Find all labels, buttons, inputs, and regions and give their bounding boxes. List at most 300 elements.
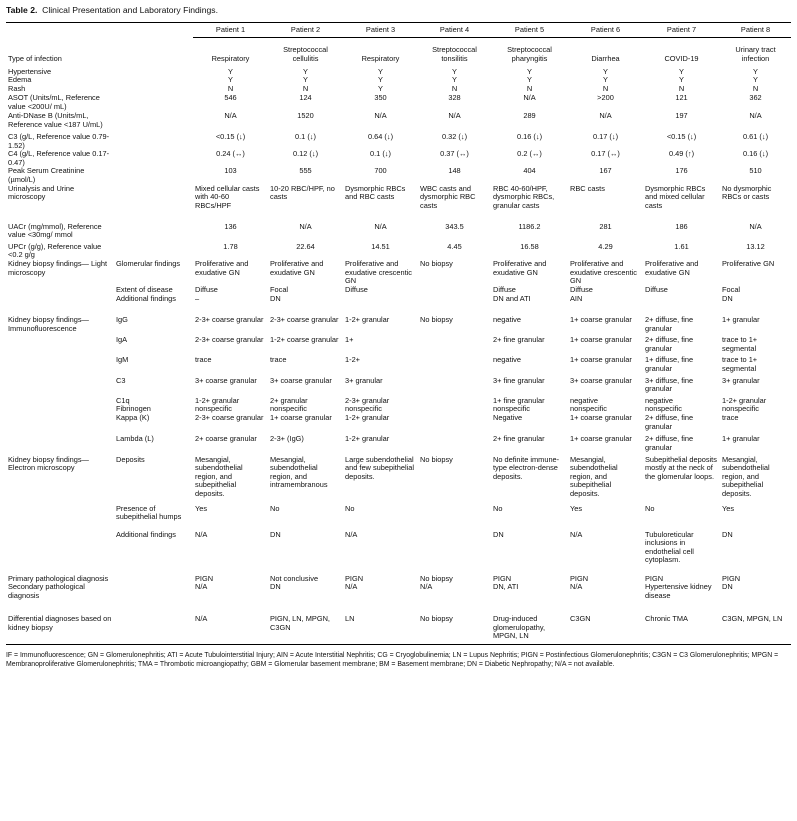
cell-patient-2: DN — [270, 295, 281, 304]
cell-patient-3 — [343, 295, 418, 313]
cell-patient-3: Large subendothelial and few subepithelial deposits. — [345, 454, 415, 481]
cell-patient-2: 124 — [299, 94, 312, 103]
cell-patient-7: Hypertensive kidney disease — [645, 583, 712, 600]
cell-patient-4 — [418, 286, 491, 295]
cell-patient-2: Proliferative and exudative GN — [270, 260, 324, 277]
cell-patient-3: N/A — [345, 529, 358, 539]
table-row — [6, 353, 791, 373]
cell-patient-5: Streptococcal pharyngitis — [507, 45, 552, 63]
cell-patient-1: Y — [228, 76, 233, 85]
cell-patient-8: 1-2+ granular — [722, 395, 767, 405]
cell-patient-1: N/A — [195, 583, 208, 592]
table-row — [6, 499, 791, 525]
row-label — [6, 286, 114, 295]
cell-patient-3: Y — [378, 85, 383, 94]
row-sublabel: Additional findings — [116, 529, 176, 539]
row-label: Kidney biopsy findings— Light microscopy — [8, 260, 108, 277]
cell-patient-7: N — [678, 85, 685, 94]
cell-patient-3: 0.64 (↓) — [367, 132, 394, 142]
cell-patient-2: 1520 — [297, 112, 314, 121]
row-label: ASOT (Units/mL, Reference value <200U/ mL) — [8, 94, 100, 111]
header-patient-1: Patient 1 — [193, 23, 268, 38]
cell-patient-6: N/A — [570, 529, 583, 539]
cell-patient-5: Y — [527, 76, 532, 85]
cell-patient-7: 2+ diffuse, fine granular — [645, 335, 694, 353]
cell-patient-2: N — [302, 85, 309, 94]
table-row — [6, 85, 791, 94]
cell-patient-6: Diarrhea — [591, 53, 620, 63]
table-row — [6, 432, 791, 452]
cell-patient-7: PIGN — [645, 573, 664, 583]
table-row — [6, 374, 791, 394]
header-patient-6: Patient 6 — [568, 23, 643, 38]
cell-patient-7: Chronic TMA — [643, 609, 720, 644]
header-patient-8: Patient 8 — [720, 23, 791, 38]
cell-patient-3: 700 — [374, 167, 387, 176]
cell-patient-6: 1+ coarse granular — [570, 355, 632, 365]
cell-patient-3: Diffuse — [345, 286, 368, 295]
cell-patient-3: Proliferative and exudative crescentic GN — [345, 260, 412, 286]
table-row — [6, 414, 791, 432]
row-label: Peak Serum Creatinine (µmol/L) — [8, 167, 85, 185]
row-label: Urinalysis and Urine microscopy — [8, 184, 75, 202]
cell-patient-4: No biopsy — [420, 573, 453, 583]
table-row — [6, 38, 791, 64]
row-sublabel — [114, 185, 193, 220]
header-row — [6, 23, 791, 38]
row-label: Anti-DNase B (Units/mL, Reference value <187 U/mL) — [8, 112, 103, 129]
cell-patient-4: 0.37 (↔) — [440, 150, 469, 159]
header-patient-7: Patient 7 — [643, 23, 720, 38]
row-label: C4 (g/L, Reference value 0.17-0.47) — [8, 150, 110, 167]
row-sublabel: C1q — [116, 395, 130, 405]
row-sublabel: Presence of subepithelial humps — [116, 503, 182, 522]
cell-patient-8: N/A — [749, 221, 762, 231]
cell-patient-2: 2+ granular — [270, 395, 308, 405]
row-sublabel: Additional findings — [116, 295, 176, 304]
cell-patient-7: 2+ diffuse, fine granular — [645, 315, 694, 333]
cell-patient-8: trace — [722, 414, 739, 423]
cell-patient-2: 1-2+ coarse granular — [270, 335, 339, 345]
header-blank-sub — [114, 23, 193, 38]
cell-patient-5: negative — [493, 355, 521, 365]
footnote: IF = Immunofluorescence; GN = Glomerulonephritis; ATI = Acute Tubulointerstitial Injury; AIN = Acute Interstitial Nephritis; CG = Cryoglobulinemia; LN = Lupus Nephritis; PIGN = Postinfectious Glomerulonephritis; C3GN = C3 Glomerulonephritis; MPGN = Membranoproliferative Glomerulonephritis; TMA = Thrombotic microangiopathy; GBM = Glomerular basement membrane; BM = Basement membrane; DN = Diabetic Nephropathy; N/A = not available. — [6, 651, 779, 669]
cell-patient-8: N/A — [749, 112, 762, 121]
cell-patient-5: negative — [493, 315, 521, 325]
row-label: Secondary pathological diagnosis — [8, 583, 85, 600]
cell-patient-7: 197 — [675, 112, 688, 121]
cell-patient-5: 2+ fine granular — [493, 335, 545, 345]
cell-patient-6: PIGN — [570, 573, 589, 583]
cell-patient-2: 22.64 — [296, 241, 315, 251]
row-label — [6, 374, 114, 394]
cell-patient-8: DN — [722, 583, 733, 592]
row-sublabel — [114, 220, 193, 240]
cell-patient-2: 2-3+ (IgG) — [270, 434, 304, 444]
cell-patient-8: Urinary tract infection — [735, 45, 776, 63]
cell-patient-6: AIN — [570, 295, 583, 304]
cell-patient-6: Diffuse — [570, 286, 593, 295]
cell-patient-3: N/A — [374, 112, 387, 121]
table-row — [6, 525, 791, 569]
cell-patient-5: RBC 40-60/HPF, dysmorphic RBCs, granular casts — [493, 184, 555, 210]
table-row — [6, 286, 791, 295]
cell-patient-6: C3GN — [568, 609, 643, 644]
table-caption: Clinical Presentation and Laboratory Findings. — [42, 5, 218, 15]
cell-patient-3: Respiratory — [361, 53, 400, 63]
row-label: UPCr (g/g), Reference value <0.2 g/g — [8, 241, 102, 260]
cell-patient-2: 555 — [299, 167, 312, 176]
row-sublabel: Deposits — [116, 454, 145, 464]
table-row — [6, 130, 791, 150]
cell-patient-3: Dysmorphic RBCs and RBC casts — [345, 184, 406, 202]
cell-patient-2: 1+ coarse granular — [270, 414, 332, 423]
cell-patient-8: nonspecific — [722, 405, 759, 414]
cell-patient-4: 148 — [448, 167, 461, 176]
cell-patient-6: Proliferative and exudative crescentic GN — [570, 260, 637, 286]
cell-patient-1: trace — [195, 355, 212, 365]
cell-patient-2: Focal — [270, 286, 289, 295]
cell-patient-2: Streptococcal cellulitis — [283, 45, 328, 63]
cell-patient-5: Negative — [493, 414, 523, 423]
cell-patient-4 — [418, 414, 491, 432]
cell-patient-5: Proliferative and exudative GN — [493, 260, 547, 277]
table-row — [6, 260, 791, 286]
cell-patient-7: 186 — [675, 221, 688, 231]
row-sublabel: C3 — [116, 375, 126, 385]
cell-patient-8: Y — [753, 76, 758, 85]
cell-patient-3: N/A — [374, 221, 387, 231]
cell-patient-3: nonspecific — [345, 405, 382, 414]
cell-patient-7: negative — [645, 395, 673, 405]
row-sublabel: IgG — [116, 315, 128, 325]
cell-patient-4: Y — [452, 66, 457, 76]
row-label — [6, 525, 114, 569]
table-row — [6, 64, 791, 77]
cell-patient-8: Proliferative GN — [722, 260, 775, 269]
row-sublabel: Extent of disease — [116, 286, 173, 295]
cell-patient-7: Diffuse — [645, 286, 668, 295]
cell-patient-5: 3+ fine granular — [493, 375, 545, 385]
header-patient-2: Patient 2 — [268, 23, 343, 38]
cell-patient-3: 2-3+ granular — [345, 395, 390, 405]
cell-patient-7: 1.61 — [674, 241, 689, 251]
cell-patient-6: N/A — [599, 112, 612, 121]
cell-patient-7: 3+ diffuse, fine granular — [645, 375, 694, 394]
cell-patient-1: N/A — [193, 609, 268, 644]
cell-patient-6: 0.17 (↓) — [592, 132, 619, 142]
cell-patient-6: 1+ coarse granular — [570, 315, 632, 325]
row-sublabel — [114, 38, 193, 64]
table-row — [6, 150, 791, 167]
cell-patient-4: WBC casts and dysmorphic RBC casts — [420, 184, 476, 210]
row-sublabel — [114, 583, 193, 609]
table-row — [6, 394, 791, 406]
cell-patient-4: N/A — [448, 112, 461, 121]
cell-patient-1: N/A — [195, 529, 208, 539]
cell-patient-3: Y — [378, 76, 383, 85]
row-label — [6, 414, 114, 432]
row-sublabel — [114, 150, 193, 167]
cell-patient-8: 3+ granular — [722, 375, 760, 385]
cell-patient-1: 103 — [224, 167, 237, 176]
cell-patient-1: 136 — [224, 221, 237, 231]
cell-patient-7: 2+ diffuse, fine granular — [645, 414, 694, 431]
row-label: Hypertensive — [8, 66, 52, 76]
cell-patient-1: 0.24 (↔) — [216, 150, 245, 159]
row-label — [6, 499, 114, 525]
cell-patient-5: DN — [493, 529, 504, 539]
cell-patient-6: N — [602, 85, 609, 94]
cell-patient-7: Y — [679, 76, 684, 85]
cell-patient-1: 2-3+ coarse granular — [195, 335, 264, 345]
cell-patient-5: DN and ATI — [493, 295, 531, 304]
row-sublabel — [114, 112, 193, 130]
row-label — [6, 432, 114, 452]
row-sublabel: Lambda (L) — [116, 434, 154, 444]
cell-patient-1: <0.15 (↓) — [215, 132, 246, 142]
row-sublabel — [114, 130, 193, 150]
cell-patient-8: trace to 1+ segmental — [722, 355, 758, 373]
cell-patient-1: Yes — [195, 503, 208, 513]
cell-patient-3: 1+ — [345, 335, 354, 345]
cell-patient-4 — [418, 525, 491, 569]
cell-patient-2: 3+ coarse granular — [270, 375, 332, 385]
table-row — [6, 94, 791, 112]
cell-patient-3: LN — [343, 609, 418, 644]
cell-patient-4: No biopsy — [420, 260, 453, 269]
cell-patient-2: 2-3+ coarse granular — [270, 315, 339, 325]
cell-patient-6: nonspecific — [570, 405, 607, 414]
cell-patient-2: No — [270, 503, 280, 513]
cell-patient-5: No — [493, 503, 503, 513]
cell-patient-1: 2-3+ coarse granular — [195, 315, 264, 325]
row-label: Kidney biopsy findings— Electron microscopy — [8, 454, 89, 473]
cell-patient-7: Dysmorphic RBCs and mixed cellular casts — [645, 184, 706, 210]
cell-patient-5: 16.58 — [520, 241, 539, 251]
cell-patient-4 — [418, 295, 491, 313]
cell-patient-5: 0.2 (↔) — [517, 150, 542, 159]
cell-patient-1: 546 — [224, 94, 237, 103]
row-sublabel — [114, 569, 193, 584]
cell-patient-8: 1+ granular — [722, 434, 760, 444]
cell-patient-3: 1-2+ — [345, 355, 360, 365]
cell-patient-4: Y — [452, 76, 457, 85]
cell-patient-3: N/A — [345, 583, 358, 592]
cell-patient-4: No biopsy — [420, 454, 453, 464]
table-row — [6, 569, 791, 584]
cell-patient-2: N/A — [299, 221, 312, 231]
cell-patient-3: 3+ granular — [345, 375, 383, 385]
header-patient-5: Patient 5 — [491, 23, 568, 38]
cell-patient-5: PIGN — [493, 573, 512, 583]
row-sublabel — [114, 76, 193, 85]
cell-patient-6: RBC casts — [570, 184, 605, 193]
cell-patient-7: Y — [679, 66, 684, 76]
cell-patient-6: Yes — [570, 503, 583, 513]
row-label — [6, 295, 114, 313]
cell-patient-3: PIGN — [345, 573, 364, 583]
cell-patient-4 — [418, 499, 491, 525]
cell-patient-5: N — [526, 85, 533, 94]
cell-patient-2: trace — [270, 355, 287, 365]
cell-patient-2: PIGN, LN, MPGN, C3GN — [268, 609, 343, 644]
cell-patient-8: 13.12 — [746, 241, 765, 251]
table-body — [6, 38, 791, 645]
cell-patient-4: N/A — [420, 583, 433, 592]
row-label: Primary pathological diagnosis — [8, 573, 109, 583]
cell-patient-2: 0.1 (↓) — [295, 132, 316, 142]
cell-patient-5: Diffuse — [493, 286, 516, 295]
cell-patient-6: Y — [603, 66, 608, 76]
cell-patient-2: nonspecific — [270, 405, 307, 414]
table-row — [6, 167, 791, 184]
cell-patient-1: 2+ coarse granular — [195, 434, 257, 444]
cell-patient-7: Tubuloreticular inclusions in endothelial cell cytoplasm. — [645, 529, 694, 565]
cell-patient-4: N — [451, 85, 458, 94]
cell-patient-8: N — [752, 85, 759, 94]
cell-patient-7: 121 — [675, 94, 688, 103]
cell-patient-4 — [418, 394, 491, 406]
cell-patient-3: 14.51 — [371, 241, 390, 251]
cell-patient-4: No biopsy — [420, 315, 453, 325]
cell-patient-6: 1+ coarse granular — [570, 434, 632, 444]
cell-patient-7: Proliferative and exudative GN — [645, 260, 699, 277]
row-label — [6, 353, 114, 373]
cell-patient-1: Diffuse — [195, 286, 218, 295]
cell-patient-2: Not conclusive — [270, 573, 319, 583]
cell-patient-8: Y — [753, 66, 758, 76]
cell-patient-8: 0.61 (↓) — [742, 132, 769, 142]
table-row — [6, 313, 791, 333]
cell-patient-5: Drug-induced glomerulopathy, MPGN, LN — [491, 609, 568, 644]
cell-patient-7: No — [645, 503, 655, 513]
cell-patient-3: 0.1 (↓) — [370, 150, 391, 159]
cell-patient-6: negative — [570, 395, 598, 405]
table-row — [6, 405, 791, 414]
cell-patient-2: DN — [270, 529, 281, 539]
cell-patient-7: nonspecific — [645, 405, 682, 414]
row-sublabel — [114, 240, 193, 260]
row-label: UACr (mg/mmol), Reference value <30mg/ mmol — [8, 221, 102, 240]
cell-patient-8: trace to 1+ segmental — [722, 335, 758, 353]
row-sublabel: IgM — [116, 355, 129, 365]
row-label — [6, 405, 114, 414]
cell-patient-5: 0.16 (↓) — [516, 132, 543, 142]
header-patient-3: Patient 3 — [343, 23, 418, 38]
row-label: C3 (g/L, Reference value 0.79-1.52) — [8, 132, 110, 150]
table-row — [6, 76, 791, 85]
cell-patient-6: 0.17 (↔) — [591, 150, 620, 159]
cell-patient-8: 0.16 (↓) — [742, 150, 769, 159]
cell-patient-1: PIGN — [195, 573, 214, 583]
cell-patient-8: DN — [722, 529, 733, 539]
cell-patient-1: 2-3+ coarse granular — [195, 414, 264, 423]
cell-patient-4 — [418, 333, 491, 353]
cell-patient-5: DN, ATI — [493, 583, 519, 592]
cell-patient-3: 1-2+ granular — [345, 315, 390, 325]
cell-patient-1: 1.78 — [223, 241, 238, 251]
cell-patient-6: 3+ coarse granular — [570, 375, 632, 385]
cell-patient-2: DN — [270, 583, 281, 592]
cell-patient-3: 1-2+ granular — [345, 414, 390, 423]
cell-patient-4: 328 — [448, 94, 461, 103]
cell-patient-7: 1+ diffuse, fine granular — [645, 355, 694, 373]
cell-patient-4: No biopsy — [418, 609, 491, 644]
cell-patient-3: Y — [378, 66, 383, 76]
cell-patient-5: No definite immune-type electron-dense deposits. — [493, 454, 560, 481]
cell-patient-4: Streptococcal tonsilitis — [432, 45, 477, 63]
row-label: Type of infection — [8, 53, 62, 63]
cell-patient-1: Respiratory — [211, 53, 250, 63]
cell-patient-7: COVID-19 — [664, 53, 699, 63]
cell-patient-4: 343.5 — [445, 221, 464, 231]
header-patient-4: Patient 4 — [418, 23, 491, 38]
cell-patient-8: 510 — [749, 167, 762, 176]
findings-table — [6, 23, 791, 645]
cell-patient-8: Focal — [722, 286, 741, 295]
cell-patient-8: PIGN — [722, 573, 741, 583]
table-row — [6, 583, 791, 609]
cell-patient-8: No dysmorphic RBCs or casts — [722, 184, 772, 202]
cell-patient-5: 404 — [523, 167, 536, 176]
table-row — [6, 333, 791, 353]
cell-patient-1: N — [227, 85, 234, 94]
cell-patient-6: Mesangial, subendothelial region, and subepithelial deposits. — [570, 454, 618, 498]
row-label — [6, 394, 114, 406]
row-label: Kidney biopsy findings— Immunofluorescence — [8, 315, 89, 333]
table-label: Table 2. — [6, 5, 38, 15]
cell-patient-7 — [643, 295, 720, 313]
table-row — [6, 240, 791, 260]
cell-patient-4: 0.32 (↓) — [441, 132, 468, 142]
cell-patient-6: 281 — [599, 221, 612, 231]
cell-patient-5: 2+ fine granular — [493, 434, 545, 444]
cell-patient-8: C3GN, MPGN, LN — [720, 609, 791, 644]
cell-patient-3: No — [345, 503, 355, 513]
cell-patient-3: 1-2+ granular — [345, 434, 390, 444]
cell-patient-1: 3+ coarse granular — [195, 375, 257, 385]
table-row — [6, 295, 791, 313]
cell-patient-1: Proliferative and exudative GN — [195, 260, 249, 277]
cell-patient-2: 10-20 RBC/HPF, no casts — [270, 184, 335, 202]
cell-patient-6: 4.29 — [598, 241, 613, 251]
cell-patient-7: 0.49 (↑) — [668, 150, 695, 159]
cell-patient-1: nonspecific — [195, 405, 232, 414]
cell-patient-8: 1+ granular — [722, 315, 760, 325]
cell-patient-6: N/A — [570, 583, 583, 592]
row-label: Differential diagnoses based on kidney biopsy — [6, 609, 114, 644]
cell-patient-6: >200 — [597, 94, 614, 103]
cell-patient-7: Subepithelial deposits mostly at the neck of the glomerular loops. — [645, 454, 717, 481]
cell-patient-3: 350 — [374, 94, 387, 103]
cell-patient-4 — [418, 405, 491, 414]
cell-patient-5: nonspecific — [493, 405, 530, 414]
row-sublabel — [114, 64, 193, 77]
cell-patient-6: Y — [603, 76, 608, 85]
table-row — [6, 112, 791, 130]
table-row — [6, 609, 791, 644]
row-sublabel: Glomerular findings — [116, 260, 181, 269]
header-blank — [6, 23, 114, 38]
cell-patient-8: DN — [722, 295, 733, 304]
cell-patient-7: 2+ diffuse, fine granular — [645, 434, 694, 452]
cell-patient-2: Y — [303, 66, 308, 76]
cell-patient-5: Y — [527, 66, 532, 76]
cell-patient-4 — [418, 353, 491, 373]
table-row — [6, 453, 791, 499]
cell-patient-5: 289 — [523, 112, 536, 121]
